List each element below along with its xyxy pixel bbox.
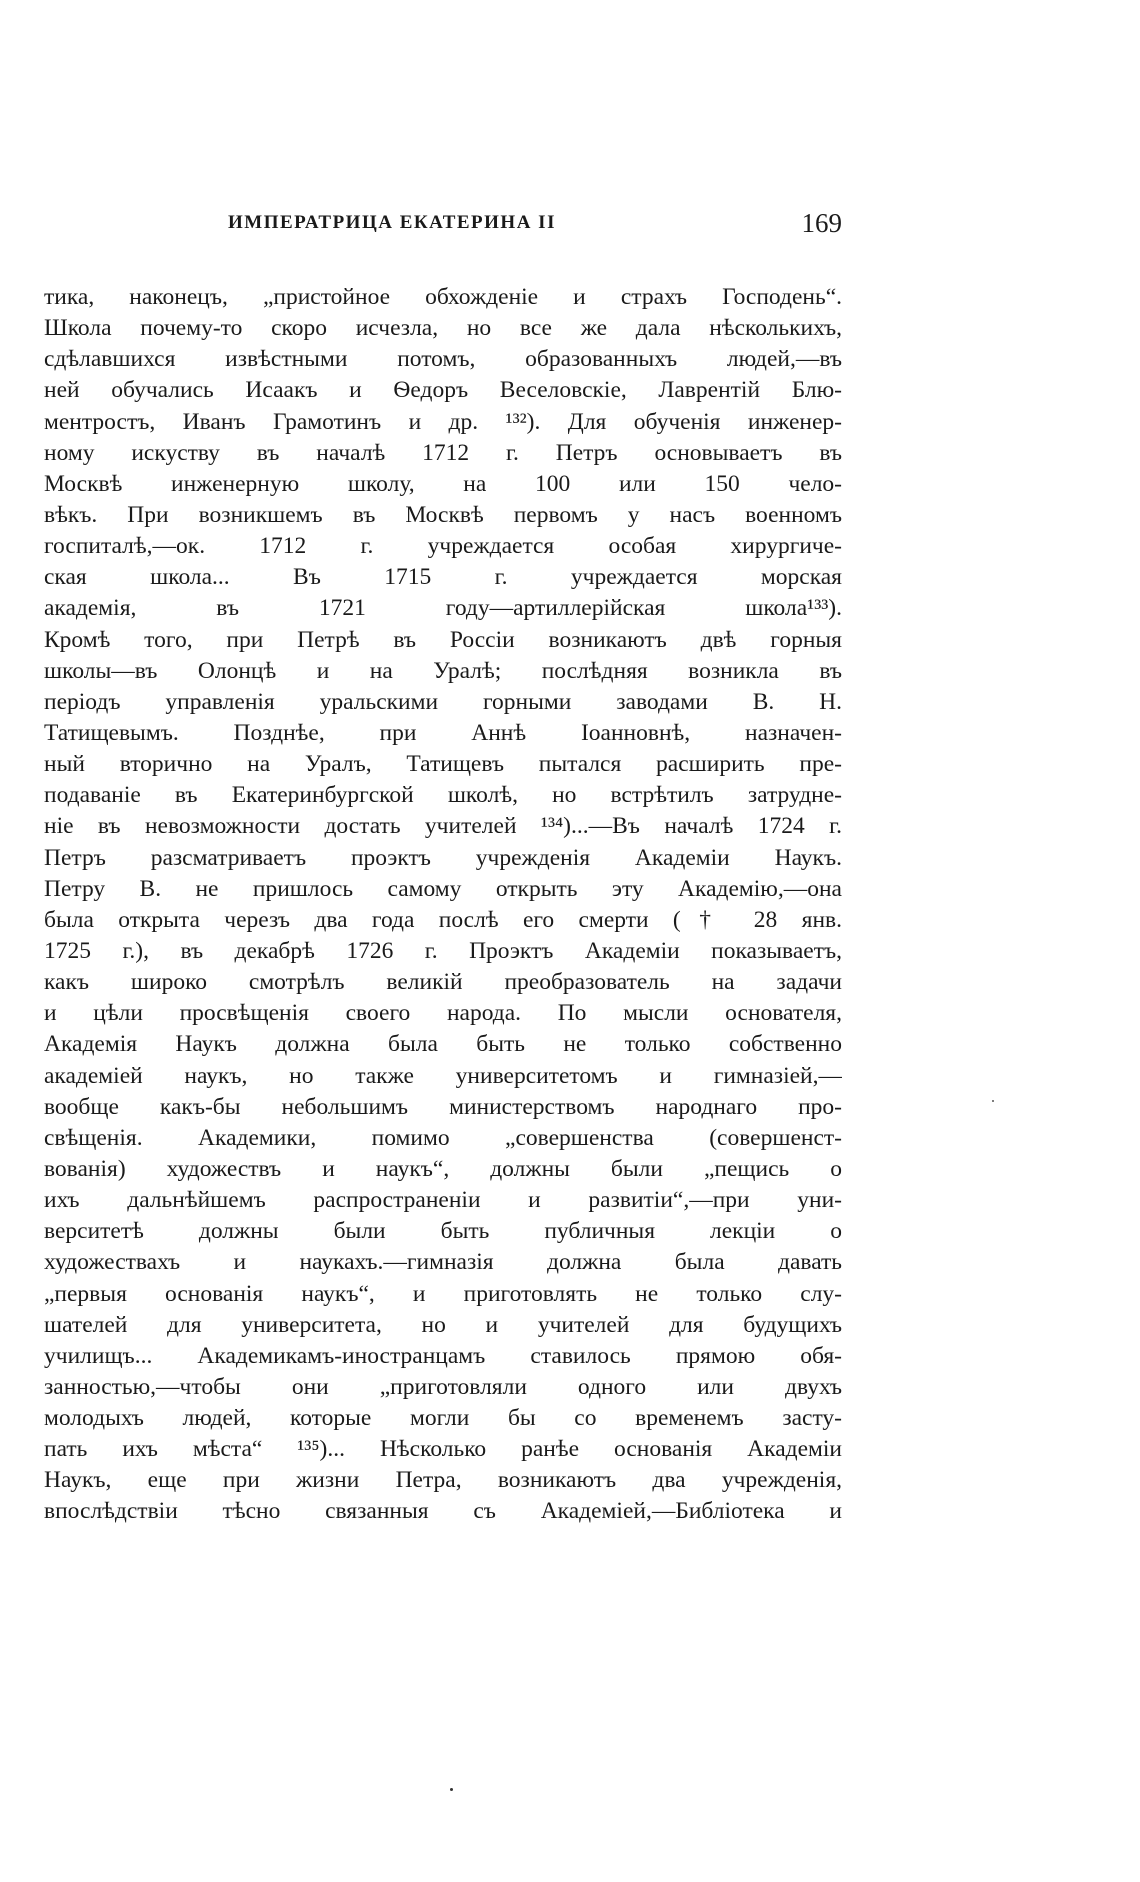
text-line: свѣщенія. Академики, помимо „совершенства (совершенст- (44, 1124, 842, 1151)
scan-dot (450, 1788, 453, 1791)
text-line: занностью,—чтобы они „приготовляли одного или двухъ (44, 1373, 842, 1400)
text-line: училищъ... Академикамъ-иностранцамъ ставилось прямою обя- (44, 1342, 842, 1369)
text-line: вованія) художествъ и наукъ“, должны были „пещись о (44, 1155, 842, 1182)
text-line: академія, въ 1721 году—артиллерійская школа¹³³). (44, 595, 842, 622)
text-line: ніе въ невозможности достать учителей ¹³⁴)...—Въ началѣ 1724 г. (44, 813, 842, 840)
text-line: школы—въ Олонцѣ и на Уралѣ; послѣдняя возникла въ (44, 657, 842, 684)
text-line: Петру В. не пришлось самому открыть эту Академію,—она (44, 875, 842, 902)
text-line: и цѣли просвѣщенія своего народа. По мысли основателя, (44, 1000, 842, 1027)
running-head: ИМПЕРАТРИЦА ЕКАТЕРИНА II (228, 212, 556, 233)
text-line: Петръ разсматриваетъ проэктъ учрежденія Академіи Наукъ. (44, 844, 842, 871)
scan-speck (992, 1100, 994, 1102)
text-line: молодыхъ людей, которые могли бы со временемъ засту- (44, 1405, 842, 1432)
page-number: 169 (801, 208, 842, 238)
text-line: сдѣлавшихся извѣстными потомъ, образованныхъ людей,—въ (44, 346, 842, 373)
text-line: тика, наконецъ, „пристойное обхожденіе и страхъ Господень“. (44, 284, 842, 310)
text-line: впослѣдствіи тѣсно связанныя съ Академіей,—Библіотека и (44, 1498, 842, 1525)
text-line: Москвѣ инженерную школу, на 100 или 150 чело- (44, 470, 842, 497)
text-line: „первыя основанія наукъ“, и приготовлять не только слу- (44, 1280, 842, 1307)
text-line: ская школа... Въ 1715 г. учреждается морская (44, 564, 842, 591)
text-line: ному искуству въ началѣ 1712 г. Петръ основываетъ въ (44, 439, 842, 466)
text-line: ней обучались Исаакъ и Ѳедоръ Веселовскіе, Лаврентій Блю- (44, 377, 842, 404)
text-line: вообще какъ-бы небольшимъ министерствомъ народнаго про- (44, 1093, 842, 1120)
text-line: Кромѣ того, при Петрѣ въ Россіи возникаютъ двѣ горныя (44, 626, 842, 653)
text-line: госпиталѣ,—ок. 1712 г. учреждается особая хирургиче- (44, 533, 842, 560)
text-line: ный вторично на Уралъ, Татищевъ пытался расширить пре- (44, 751, 842, 778)
text-line: Татищевымъ. Позднѣе, при Аннѣ Іоанновнѣ, назначен- (44, 719, 842, 746)
text-line: верситетѣ должны были быть публичныя лекціи о (44, 1218, 842, 1245)
text-line: 1725 г.), въ декабрѣ 1726 г. Проэктъ Академіи показываетъ, (44, 937, 842, 964)
text-line: періодъ управленія уральскими горными заводами В. Н. (44, 688, 842, 715)
text-line: художествахъ и наукахъ.—гимназія должна была давать (44, 1249, 842, 1276)
text-line: какъ широко смотрѣлъ великій преобразователь на задачи (44, 969, 842, 996)
text-line: шателей для университета, но и учителей для будущихъ (44, 1311, 842, 1338)
text-line: подаваніе въ Екатеринбургской школѣ, но встрѣтилъ затрудне- (44, 782, 842, 809)
text-line: вѣкъ. При возникшемъ въ Москвѣ первомъ у насъ военномъ (44, 501, 842, 528)
text-line: Академія Наукъ должна была быть не только собственно (44, 1031, 842, 1058)
text-line: Наукъ, еще при жизни Петра, возникаютъ два учрежденія, (44, 1467, 842, 1494)
text-line: Школа почему-то скоро исчезла, но все же дала нѣсколькихъ, (44, 315, 842, 342)
text-line: ихъ дальнѣйшемъ распространеніи и развитіи“,—при уни- (44, 1187, 842, 1214)
text-line: была открыта черезъ два года послѣ его смерти († 28 янв. (44, 906, 842, 933)
text-line: академіей наукъ, но также университетомъ и гимназіей,— (44, 1062, 842, 1089)
text-line: ментростъ, Иванъ Грамотинъ и др. ¹³²). Для обученія инженер- (44, 408, 842, 435)
text-line: пать ихъ мѣста“ ¹³⁵)... Нѣсколько ранѣе основанія Академіи (44, 1436, 842, 1463)
body-text (44, 282, 842, 1528)
